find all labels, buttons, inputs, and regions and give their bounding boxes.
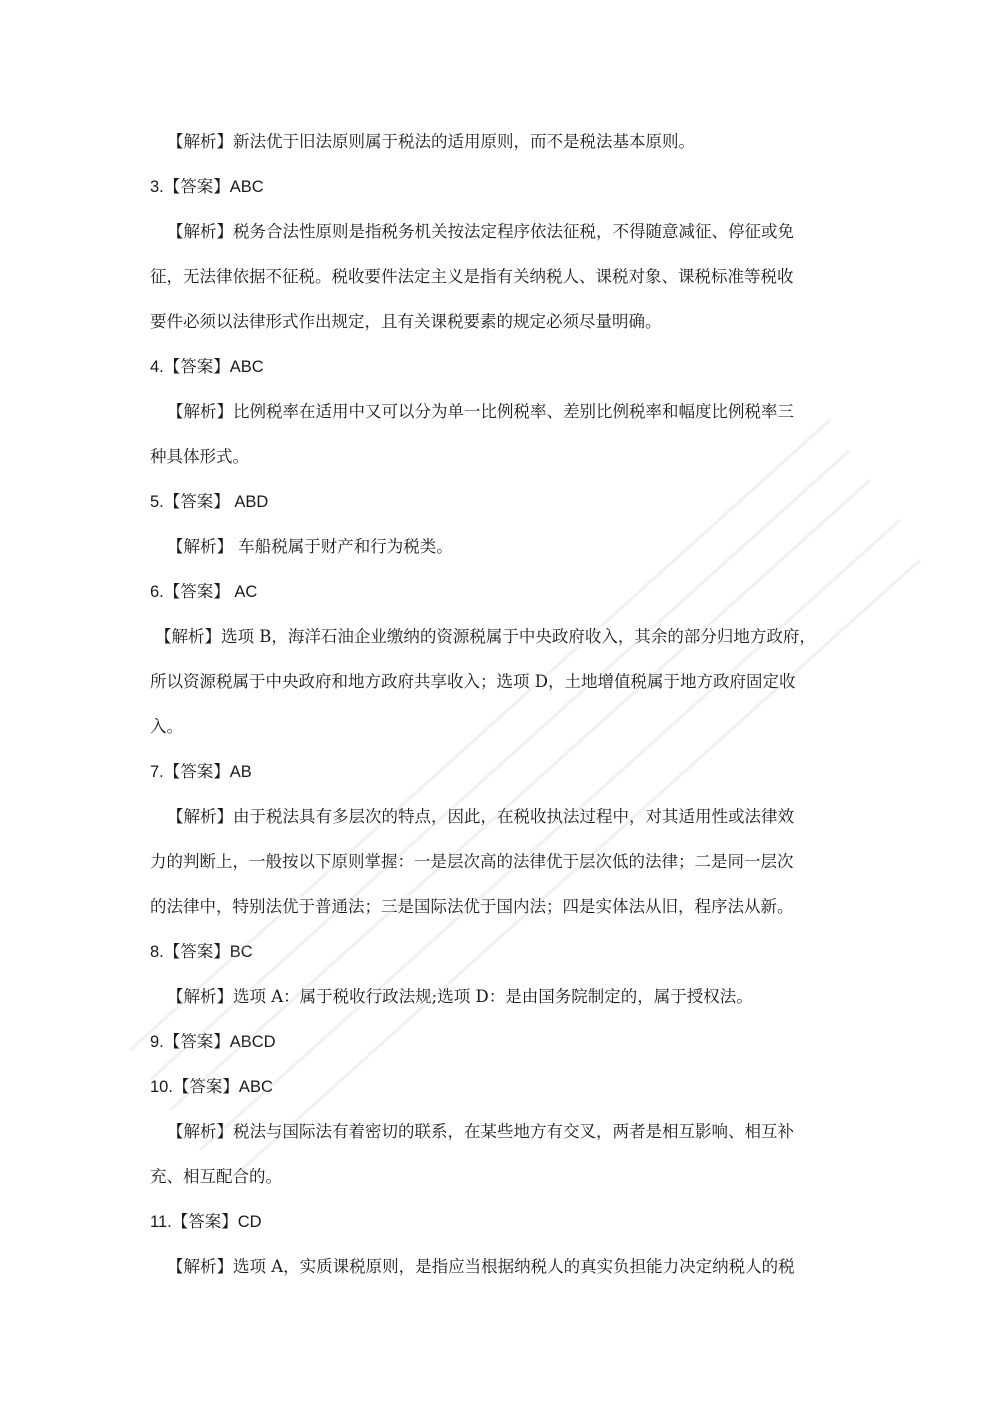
analysis-line: 【解析】新法优于旧法原则属于税法的适用原则，而不是税法基本原则。 <box>167 132 695 151</box>
answer-line: 8.【答案】BC <box>150 943 253 961</box>
analysis-line: 【解析】选项 A：属于税收行政法规;选项 D：是由国务院制定的，属于授权法。 <box>167 987 753 1006</box>
analysis-line: 【解析】比例税率在适用中又可以分为单一比例税率、差别比例税率和幅度比例税率三 <box>167 402 794 421</box>
analysis-line: 种具体形式。 <box>150 447 249 466</box>
answer-line: 6.【答案】 AC <box>150 583 258 601</box>
analysis-line: 入。 <box>150 717 183 736</box>
analysis-line: 【解析】 车船税属于财产和行为税类。 <box>167 537 453 556</box>
answer-line: 7.【答案】AB <box>150 763 252 781</box>
analysis-line: 【解析】税务合法性原则是指税务机关按法定程序依法征税，不得随意减征、停征或免 <box>167 222 794 241</box>
answer-line: 4.【答案】ABC <box>150 358 264 376</box>
answer-line: 5.【答案】 ABD <box>150 493 269 511</box>
analysis-line: 【解析】选项 B，海洋石油企业缴纳的资源税属于中央政府收入，其余的部分归地方政府， <box>155 627 816 646</box>
answer-line: 3.【答案】ABC <box>150 178 264 196</box>
analysis-line: 充、相互配合的。 <box>150 1167 282 1186</box>
analysis-line: 所以资源税属于中央政府和地方政府共享收入；选项 D，土地增值税属于地方政府固定收 <box>150 672 796 691</box>
analysis-line: 【解析】由于税法具有多层次的特点，因此，在税收执法过程中，对其适用性或法律效 <box>167 807 794 826</box>
analysis-line: 要件必须以法律形式作出规定，且有关课税要素的规定必须尽量明确。 <box>150 312 662 331</box>
answer-line: 11.【答案】CD <box>150 1213 262 1231</box>
answer-line: 10.【答案】ABC <box>150 1078 273 1096</box>
answer-line: 9.【答案】ABCD <box>150 1033 276 1051</box>
analysis-line: 的法律中，特别法优于普通法；三是国际法优于国内法；四是实体法从旧，程序法从新。 <box>150 897 794 916</box>
analysis-line: 征，无法律依据不征税。税收要件法定主义是指有关纳税人、课税对象、课税标准等税收 <box>150 267 794 286</box>
analysis-line: 力的判断上，一般按以下原则掌握：一是层次高的法律优于层次低的法律；二是同一层次 <box>150 852 794 871</box>
analysis-line: 【解析】税法与国际法有着密切的联系，在某些地方有交叉，两者是相互影响、相互补 <box>167 1122 794 1141</box>
analysis-line: 【解析】选项 A，实质课税原则，是指应当根据纳税人的真实负担能力决定纳税人的税 <box>167 1257 795 1276</box>
